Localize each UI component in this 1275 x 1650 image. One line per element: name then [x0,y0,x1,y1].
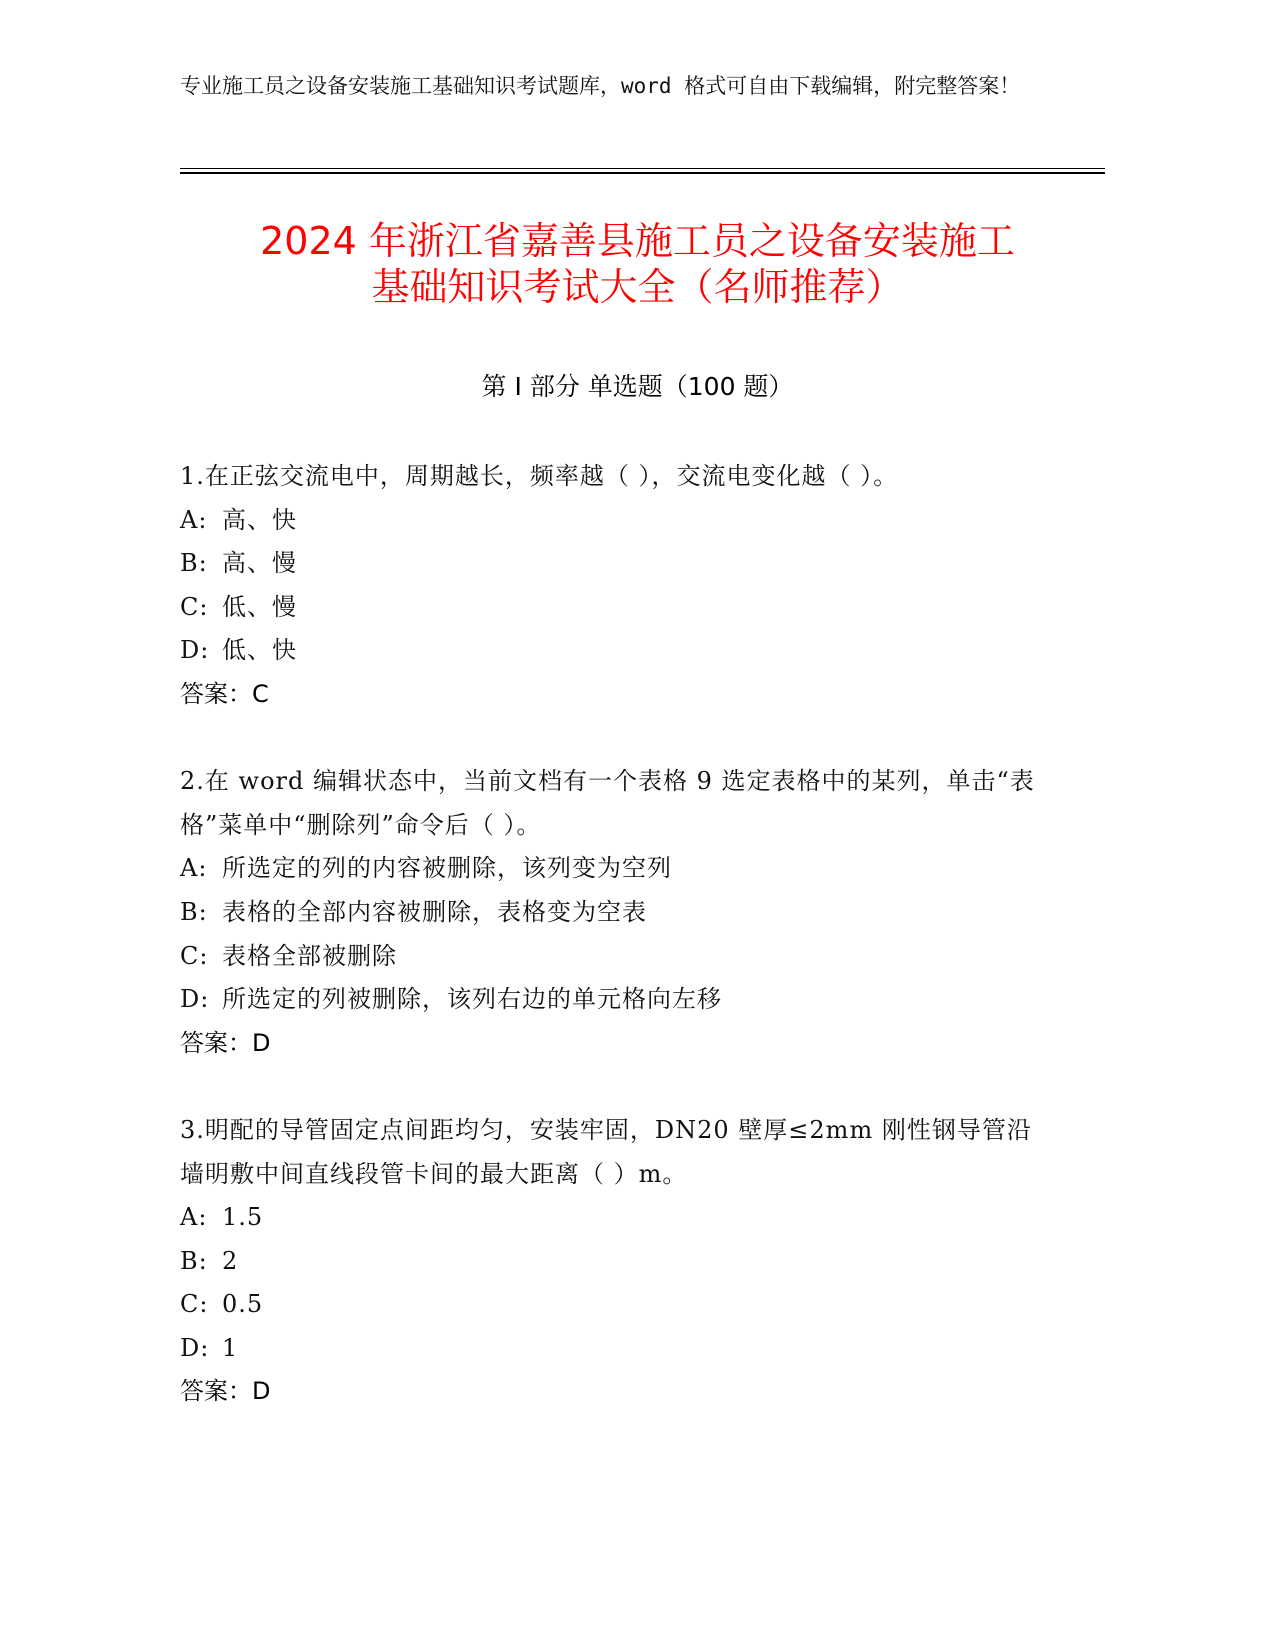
document-title [150,218,1125,310]
option-text: 表格的全部内容被删除，表格变为空表 [222,897,647,926]
question-stem: 1.在正弦交流电中，周期越长，频率越（ ），交流电变化越（ ）。 [180,462,899,490]
option-text: 1.5 [222,1203,264,1232]
header-rule-thin [180,168,1105,169]
option-text: 所选定的列被删除，该列右边的单元格向左移 [222,985,722,1014]
question-1 [180,455,1050,717]
option-text: 高、慢 [222,549,297,578]
option-text: 低、快 [222,636,297,665]
option-key: B: [180,1246,208,1275]
question-answer: 答案：D [180,1377,271,1406]
option-key: B: [180,549,208,578]
option-key: B: [180,897,208,926]
question-option-d [180,629,1050,673]
question-option-c [180,1283,1050,1327]
option-key: D: [180,636,210,665]
option-key: C: [180,941,209,970]
question-answer: 答案：D [180,1028,271,1057]
option-text: 所选定的列的内容被删除，该列变为空列 [222,854,672,883]
question-option-a [180,847,1050,891]
question-2 [180,760,1050,1065]
option-key: D: [180,1333,210,1362]
question-option-c [180,935,1050,979]
question-option-a [180,499,1050,543]
question-option-b [180,1240,1050,1284]
option-text: 0.5 [222,1290,264,1319]
document-title-line-1: 2024 年浙江省嘉善县施工员之设备安装施工 [260,219,1015,263]
question-option-b [180,542,1050,586]
question-option-d [180,1327,1050,1371]
question-spacer [180,717,1050,761]
option-text: 低、慢 [222,592,297,621]
question-option-c [180,586,1050,630]
option-key: A: [180,1203,208,1232]
option-text: 表格全部被删除 [222,941,397,970]
header-note: 专业施工员之设备安装施工基础知识考试题库，word 格式可自由下载编辑，附完整答案！ [180,74,1021,98]
question-stem: 3.明配的导管固定点间距均匀，安装牢固，DN20 壁厚≤2mm 刚性钢导管沿墙明敷中间直线段管卡间的最大距离（ ）m。 [180,1115,1032,1188]
question-answer: 答案：C [180,679,269,708]
option-key: C: [180,1290,209,1319]
question-list [180,455,1050,1414]
question-3 [180,1109,1050,1414]
question-option-a [180,1196,1050,1240]
question-option-b [180,891,1050,935]
option-key: A: [180,505,208,534]
question-spacer [180,1065,1050,1109]
option-text: 2 [222,1246,239,1275]
option-key: A: [180,854,208,883]
option-key: D: [180,985,210,1014]
option-text: 1 [222,1333,239,1362]
question-stem: 2.在 word 编辑状态中，当前文档有一个表格 9 选定表格中的某列，单击“表格”菜单中“删除列”命令后（ ）。 [180,767,1035,839]
option-key: C: [180,592,209,621]
section-heading: 第 I 部分 单选题（100 题） [481,372,794,401]
header-rule-thick [180,172,1105,174]
option-text: 高、快 [222,505,297,534]
question-option-d [180,978,1050,1022]
document-title-line-2: 基础知识考试大全（名师推荐） [371,265,904,309]
